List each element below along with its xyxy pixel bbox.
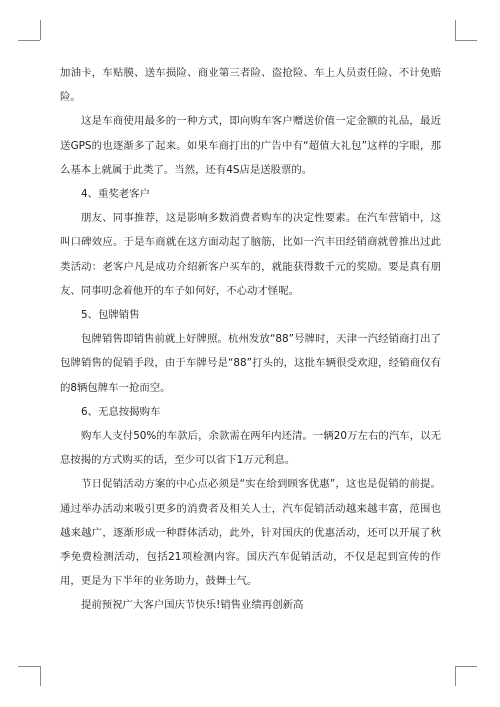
paragraph-referral: 朋友、同事推荐，这是影响多数消费者购车的决定性要素。在汽车营销中，这叫口碑效应。于是车商就在这方面动起了脑筋，比如一汽丰田经销商就曾推出过此类活动：老客户凡是成功介绍新客户买车的，就能获得数千元的奖励。要是真有朋友、同事叨念着他开的车子如何好，不心动才怪呢。: [60, 212, 441, 297]
paragraph-license-plate: 包牌销售即销售前就上好牌照。杭州发放“88”号牌时，天津一汽经销商打出了包牌销售的促销手段，由于车牌号是“88”打头的，这批车辆很受欢迎，经销商仅有的8辆包牌车一抢而空。: [60, 333, 441, 394]
paragraph-holiday-promotion: 节日促销活动方案的中心点必须是“实在给到顾客优惠”，这也是促销的前提。通过举办活动来吸引更多的消费者及相关人士，汽车促销活动越来越丰富，范围也越来越广，逐渐形成一种群体活动，此外，针对国庆的优惠活动，还可以开展了秋季免费检测活动，包括21项检测内容。国庆汽车促销活动，不仅是起到宣传的作用，更是为下半年的业务助力，鼓舞士气。: [60, 478, 441, 588]
section-heading-interest-free-loan: 6、无息按揭购车: [81, 405, 161, 418]
section-heading-license-plate-sales: 5、包牌销售: [81, 309, 140, 322]
paragraph-interest-free: 购车人支付50%的车款后，余款需在两年内还清。一辆20万左右的汽车，以无息按揭的方式购买的话，至少可以省下1万元利息。: [60, 430, 441, 467]
section-heading-reward-old-customers: 4、重奖老客户: [81, 188, 150, 201]
paragraph-closing-wish: 提前预祝广大客户国庆节快乐!销售业绩再创新高: [81, 599, 304, 612]
paragraph-insurance-list: 加油卡，车贴膜、送车损险、商业第三者险、盗抢险、车上人员责任险、不计免赔险。: [60, 67, 441, 104]
document-body: [60, 61, 441, 618]
paragraph-gift-method: 这是车商使用最多的一种方式，即向购车客户赠送价值一定金额的礼品，最近送GPS的也逐渐多了起来。如果车商打出的广告中有“超值大礼包”这样的字眼，那么基本上就属于此类了。当然，还有4S店是送股票的。: [60, 115, 441, 176]
